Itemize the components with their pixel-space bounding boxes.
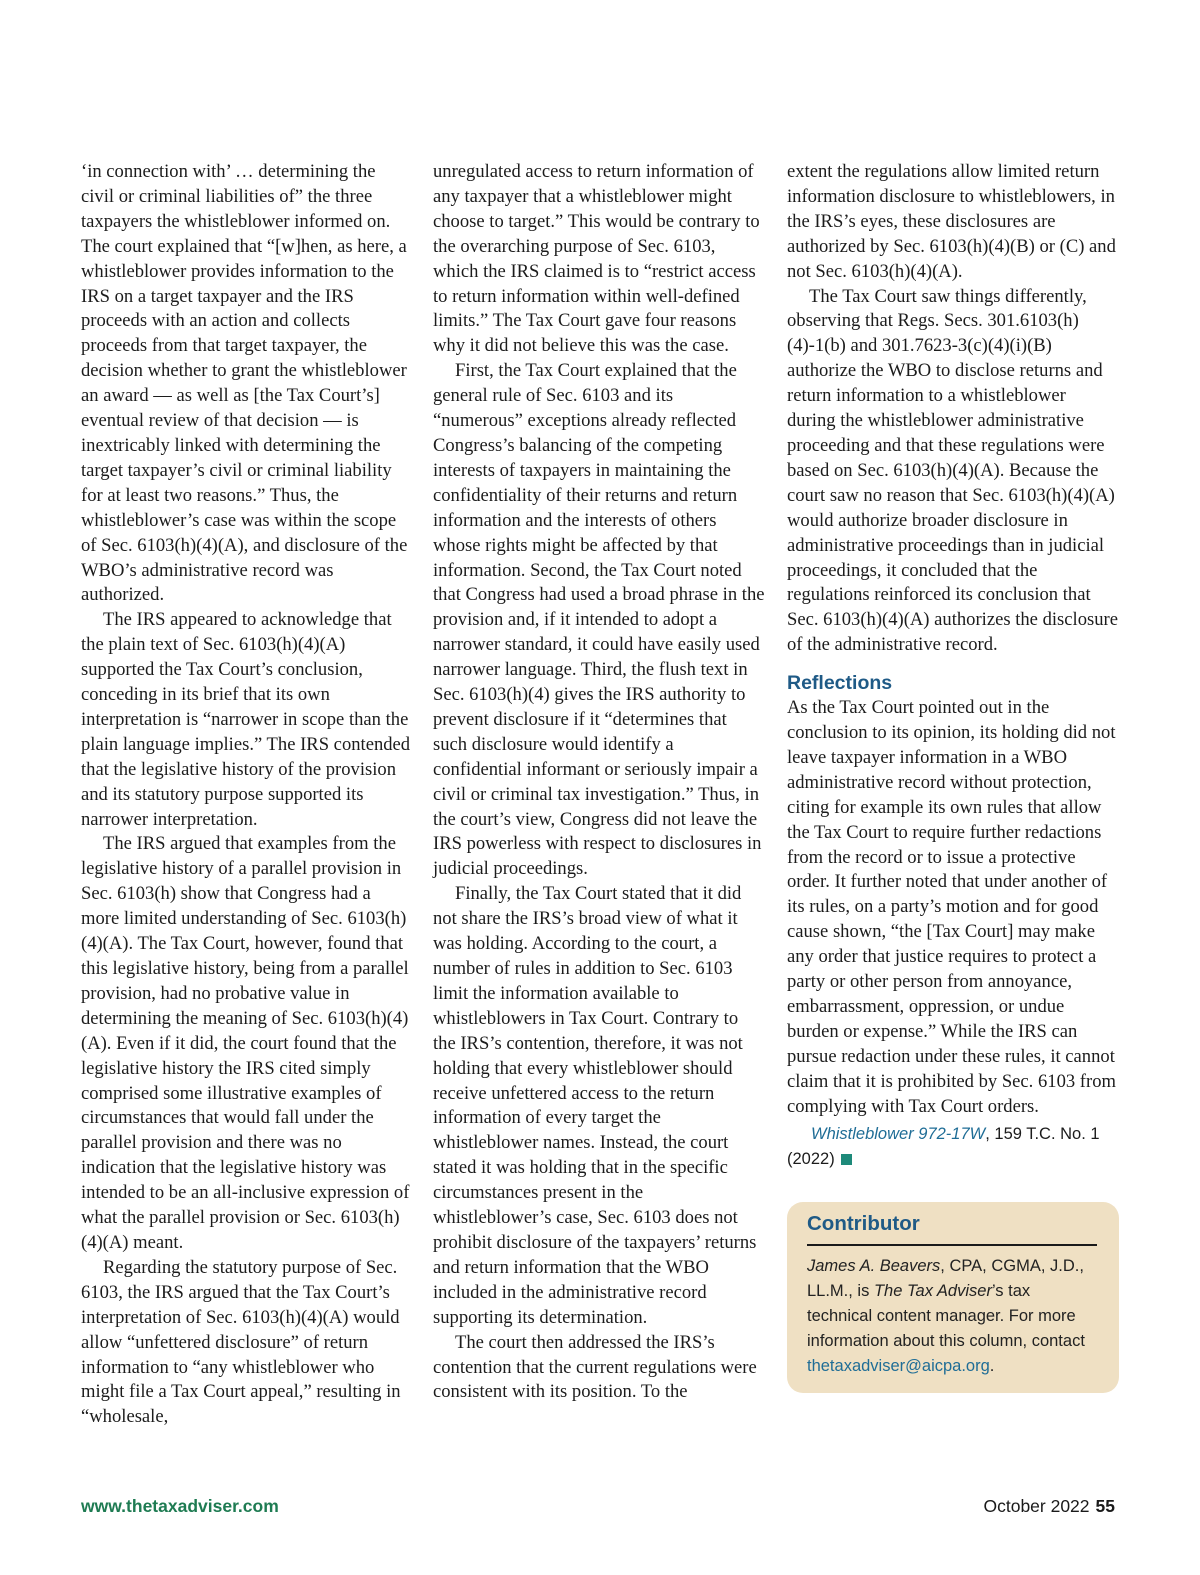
paragraph: extent the regulations allow limited return information disclosure to whistleblowers, in the IRS’s eyes, these disclosures are authorized by Sec. 6103(h)(4)(B) or (C) and not Sec. 6103(h)(4)(A). [787,161,1116,282]
contributor-title: Contributor [807,1210,1097,1246]
bio-end: . [989,1356,995,1375]
page-number: 55 [1095,1496,1115,1516]
end-of-article-icon [841,1154,852,1165]
publication-name: The Tax Adviser [873,1281,992,1300]
contributor-name: James A. Beavers [807,1256,941,1275]
paragraph: Finally, the Tax Court stated that it did not share the IRS’s broad view of what it was holding. According to the court, a number of rules in addition to Sec. 6103 limit the information available to whistleblowers in Tax Court. Contrary to the IRS’s contention, therefore, it was not holding that every whistleblower should receive unfettered access to the return information of every target the whistleblower names. Instead, the court stated it was holding that in the specific circumstances present in the whistleblower’s case, Sec. 6103 does not prohibit disclosure of the taxpayers’ returns and return information that the WBO included in the administrative record supporting its determination. [433,883,757,1328]
contributor-role: ’s tax technical content manager. For more information about this column, contact [807,1281,1085,1350]
reflections-body: As the Tax Court pointed out in the conclusion to its opinion, its holding did not leave taxpayer information in a WBO administrative record without protection, citing for example its own rules that allow the Tax Court to require further redactions from the record or to issue a protective order. It further noted that under another of its rules, on a party’s motion and for good cause shown, “the [Tax Court] may make any order that justice requires to protect a party or other person from annoyance, embarrassment, oppression, or undue burden or expense.” While the IRS can pursue redaction under these rules, it cannot claim that it is prohibited by Sec. 6103 from complying with Tax Court orders. [787,697,1116,1117]
paragraph: unregulated access to return information of any taxpayer that a whistleblower might choose to target.” This would be contrary to the overarching purpose of Sec. 6103, which the IRS claimed is to “restrict access to return information within well-defined limits.” The Tax Court gave four reasons why it did not believe this was the case. [433,161,760,357]
article-column-3 [787,160,1119,1393]
paragraph: Regarding the statutory purpose of Sec. 6103, the IRS argued that the Tax Court’s interpretation of Sec. 6103(h)(4)(A) would allow “unfettered disclosure” of return information to “any whistleblower who might file a Tax Court appeal,” resulting in “wholesale, [81,1256,401,1428]
paragraph: The IRS appeared to acknowledge that the plain text of Sec. 6103(h)(4)(A) supported the Tax Court’s conclusion, conceding in its brief that its own interpretation is “narrower in scope than the plain language implies.” The IRS contended that the legislative history of the provision and its statutory purpose supported its narrower interpretation. [81,609,411,830]
paragraph: ‘in connection with’ … determining the civil or criminal liabilities of” the three taxpayers the whistleblower informed on. The court explained that “[w]hen, as here, a whistleblower provides information to the IRS on a target taxpayer and the IRS proceeds with an action and collects proceeds from that target taxpayer, the decision whether to grant the whistleblower an award — as well as [the Tax Court’s] eventual review of that decision — is inextricably linked with determining the target taxpayer’s civil or criminal liability for at least two reasons.” Thus, the whistleblower’s case was within the scope of Sec. 6103(h)(4)(A), and disclosure of the WBO’s administrative record was authorized. [81,161,408,606]
footer-issue-info [983,1494,1115,1518]
paragraph: The Tax Court saw things differently, observing that Regs. Secs. 301.6103(h)(4)-1(b) and 301.7623-3(c)(4)(i)(B) authorize the WBO to disclose returns and return information to a whistleblower during the whistleblower administrative proceeding and that these regulations were based on Sec. 6103(h)(4)(A). Because the court saw no reason that Sec. 6103(h)(4)(A) would authorize broader disclosure in administrative proceedings than in judicial proceedings, it concluded that the regulations reinforced its conclusion that Sec. 6103(h)(4)(A) authorizes the disclosure of the administrative record. [787,285,1118,656]
paragraph: First, the Tax Court explained that the general rule of Sec. 6103 and its “numerous” exceptions already reflected Congress’s balancing of the competing interests of taxpayers in maintaining the confidentiality of their returns and return information and the interests of others whose rights might be affected by that information. Second, the Tax Court noted that Congress had used a broad phrase in the provision and, if it intended to adopt a narrower standard, it could have easily used narrower language. Third, the flush text in Sec. 6103(h)(4) gives the IRS authority to prevent disclosure if it “determines that such disclosure would identify a confidential informant or seriously impair a civil or criminal tax investigation.” Thus, in the court’s view, Congress did not leave the IRS powerless with respect to disclosures in judicial proceedings. [433,360,765,880]
article-column-2 [433,160,765,1405]
footer-website-link[interactable]: www.thetaxadviser.com [81,1496,279,1516]
contributor-credentials: , CPA, CGMA, J.D., LL.M., is [807,1256,1084,1300]
case-citation [787,1122,1119,1172]
article-column-1 [81,160,413,1430]
reflections-heading: Reflections [787,672,893,695]
contact-email-link[interactable]: thetaxadviser@aicpa.org [807,1356,990,1375]
issue-date: October 2022 [983,1496,1090,1516]
contributor-bio [807,1254,1097,1379]
case-name[interactable]: Whistleblower 972-17W [811,1124,986,1143]
paragraph: The court then addressed the IRS’s contention that the current regulations were consistent with its position. To the [433,1331,757,1403]
paragraph: The IRS argued that examples from the legislative history of a parallel provision in Sec. 6103(h) show that Congress had a more limited understanding of Sec. 6103(h)(4)(A). The Tax Court, however, found that this legislative history, being from a parallel provision, had no probative value in determining the meaning of Sec. 6103(h)(4)(A). Even if it did, the court found that the legislative history the IRS cited simply comprised some illustrative examples of circumstances that would fall under the parallel provision and there was no indication that the legislative history was intended to be an all-inclusive expression of what the parallel provision or Sec. 6103(h)(4)(A) meant. [81,833,410,1253]
contributor-box [787,1202,1119,1393]
case-reference: , 159 T.C. No. 1 (2022) [787,1124,1100,1168]
